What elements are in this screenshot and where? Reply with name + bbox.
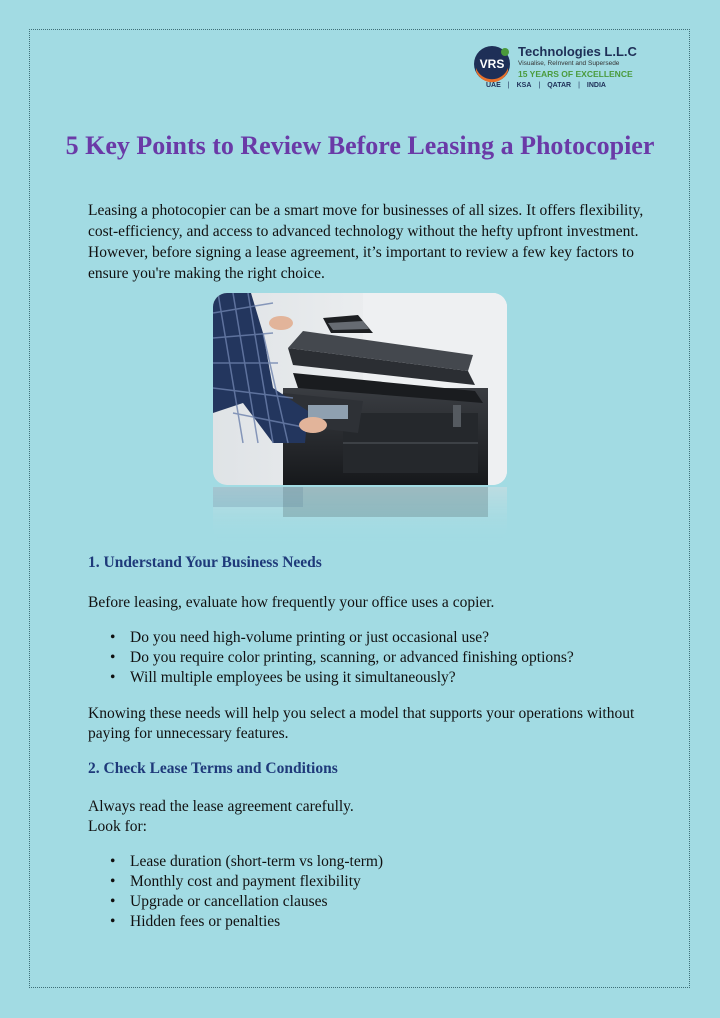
logo-regions: UAE | KSA | QATAR | INDIA	[486, 82, 606, 89]
region-qatar: QATAR	[547, 82, 572, 89]
section2-lead-look-for: Look for:	[88, 818, 147, 835]
logo-badge-text: VRS	[479, 57, 505, 71]
intro-paragraph: Leasing a photocopier can be a smart move for businesses of all sizes. It offers flexibility, cost-efficiency, and access to advanced technology without the hefty upfront investment. However, before signing a lease agreement, it’s important to review a few key factors to ensure you're making the right choice.	[88, 202, 644, 282]
list-item: • Do you require color printing, scanning, or advanced finishing options?	[88, 648, 648, 668]
photocopier-icon	[213, 293, 507, 485]
photocopier-image	[213, 293, 507, 485]
list-item: • Upgrade or cancellation clauses	[88, 892, 648, 912]
page-title: 5 Key Points to Review Before Leasing a Photocopier	[65, 131, 655, 160]
list-item: • Hidden fees or penalties	[88, 912, 648, 932]
region-uae: UAE	[486, 82, 501, 89]
section2-heading: 2. Check Lease Terms and Conditions	[88, 760, 338, 777]
list-item: • Do you need high-volume printing or just occasional use?	[88, 628, 648, 648]
section2-lead: Always read the lease agreement carefully.	[88, 798, 354, 815]
section1-heading: 1. Understand Your Business Needs	[88, 554, 322, 571]
vrs-badge-icon	[472, 44, 512, 84]
logo-tagline: Visualise, ReInvent and Supersede	[518, 60, 620, 67]
logo-name: Technologies L.L.C	[518, 44, 637, 59]
company-logo	[470, 42, 640, 94]
photo-reflection	[213, 487, 507, 542]
list-item: • Lease duration (short-term vs long-term)	[88, 852, 648, 872]
list-item: • Monthly cost and payment flexibility	[88, 872, 648, 892]
region-ksa: KSA	[516, 82, 532, 89]
section1-closing: Knowing these needs will help you select a model that supports your operations without paying for unnecessary features.	[88, 705, 635, 742]
section2-list	[88, 852, 648, 932]
region-india: INDIA	[586, 82, 606, 89]
list-item: • Will multiple employees be using it simultaneously?	[88, 668, 648, 688]
logo-years: 15 YEARS OF EXCELLENCE	[518, 69, 633, 79]
section1-lead: Before leasing, evaluate how frequently your office uses a copier.	[88, 594, 495, 611]
section1-list	[88, 628, 648, 688]
